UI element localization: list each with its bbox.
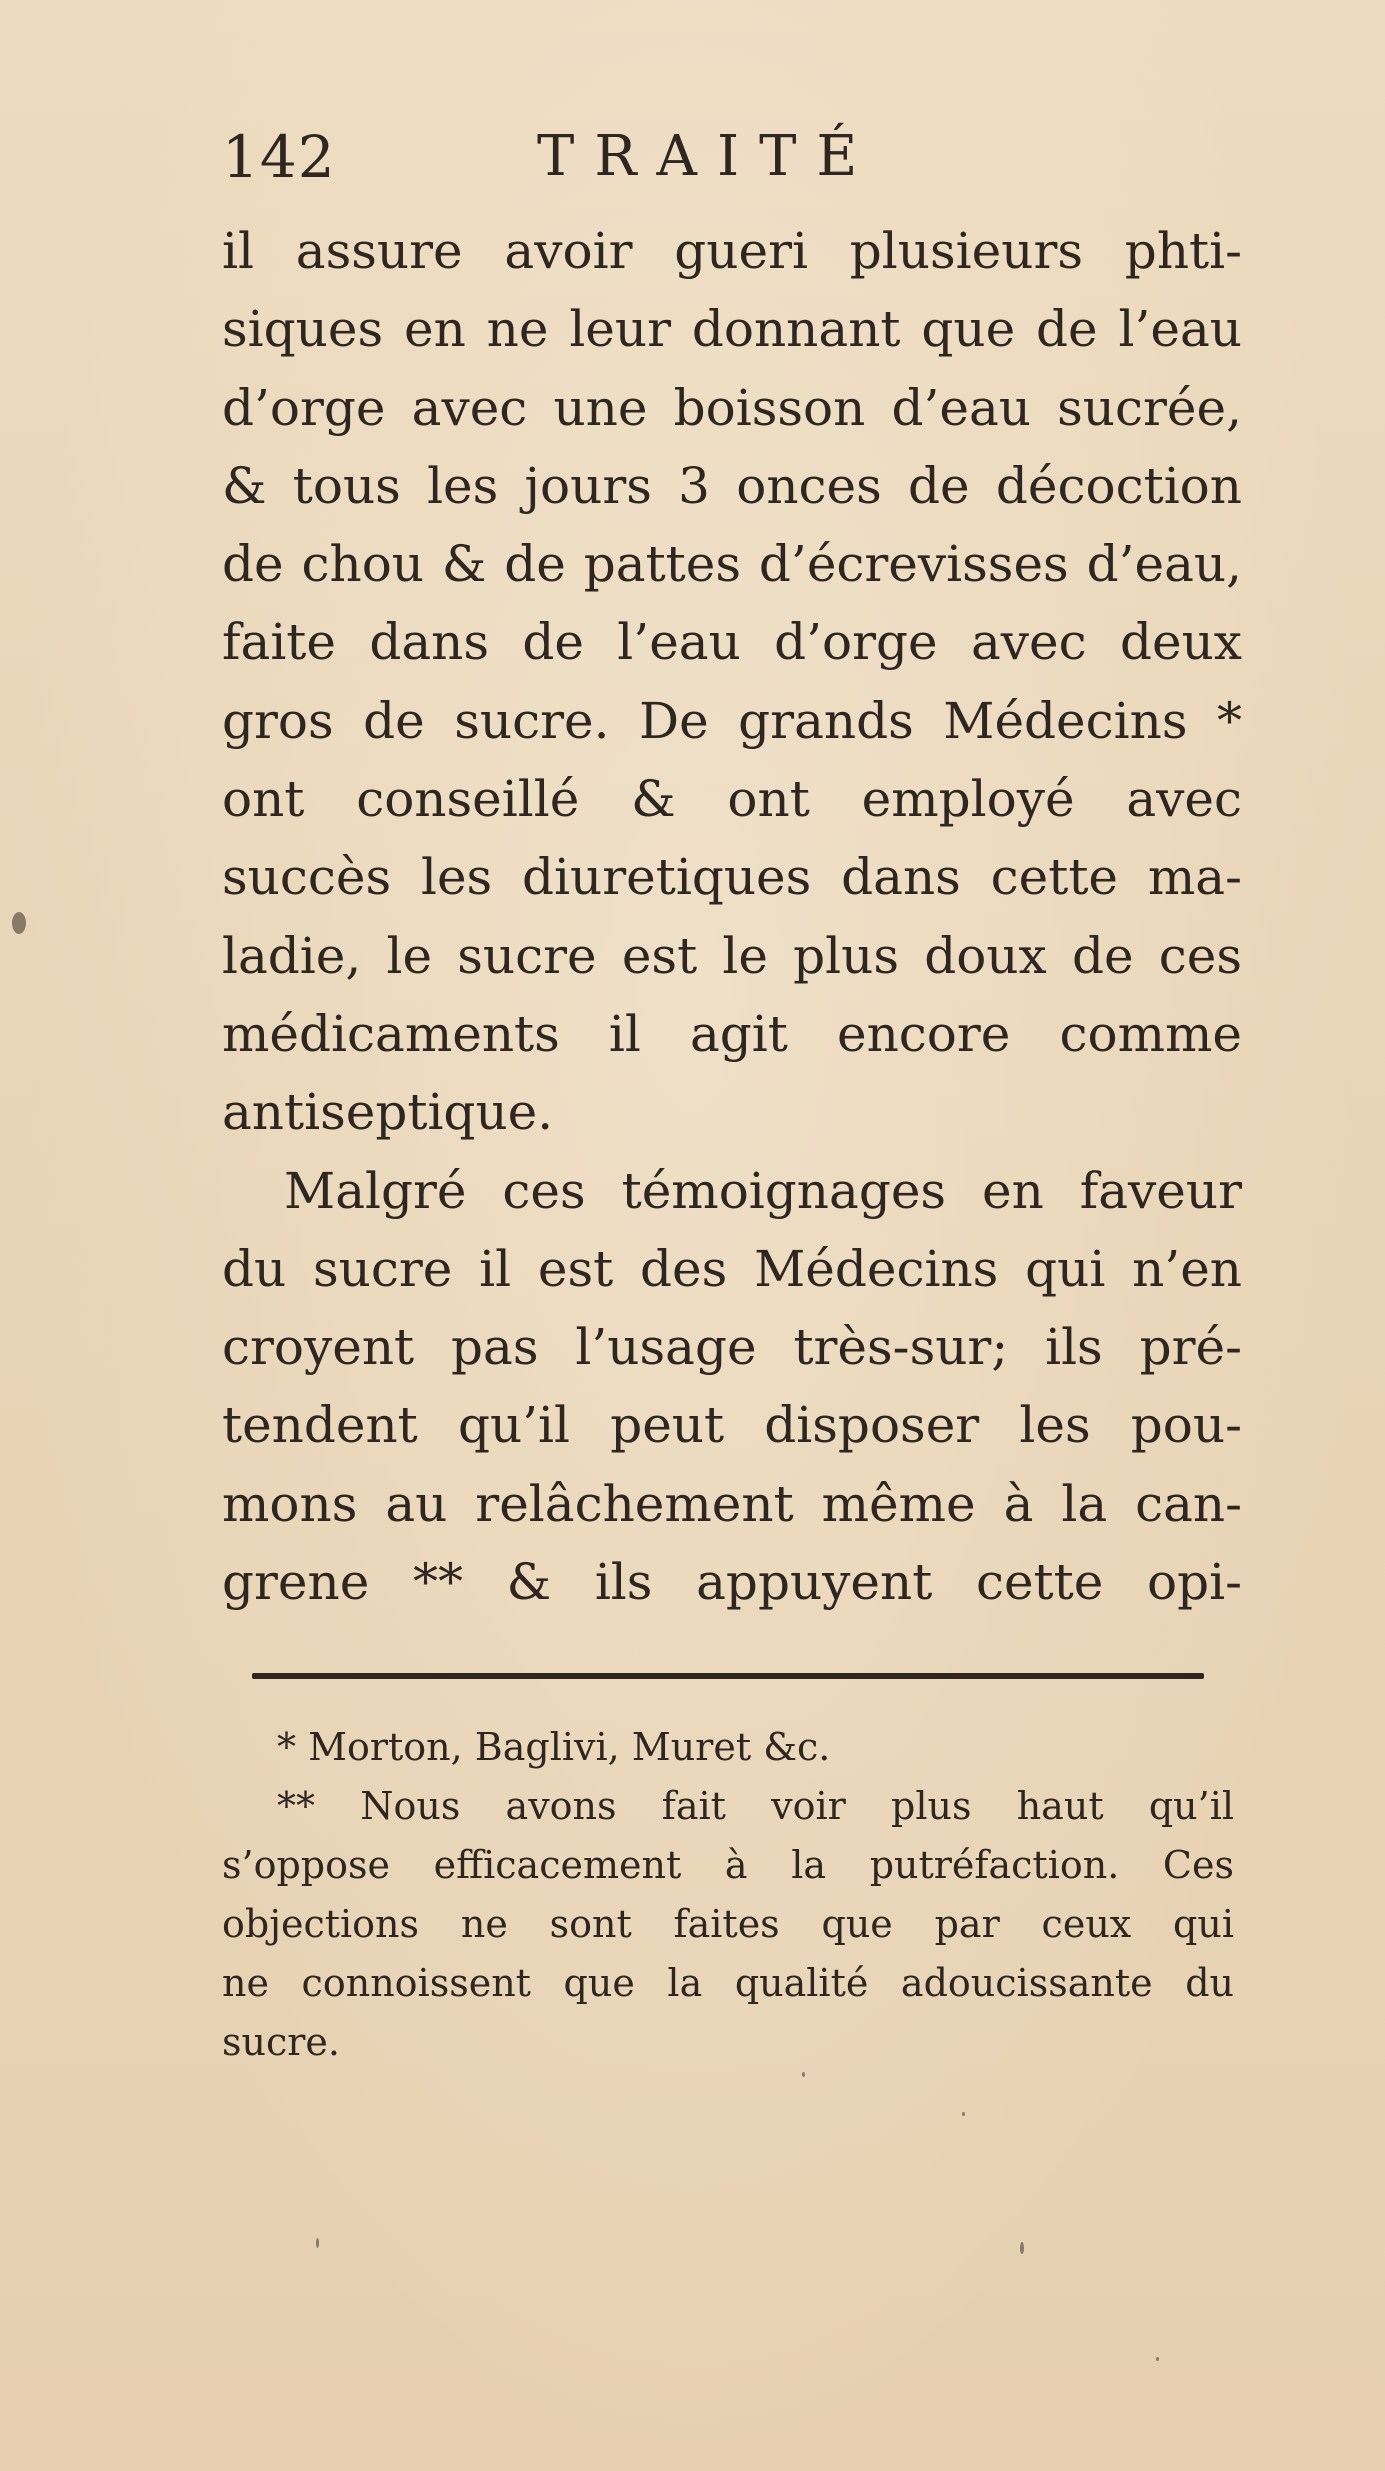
text-line: ont conseillé & ont employé avec [222,770,1242,829]
paper-speck [1020,2242,1024,2254]
text-line: croyent pas l’usage très-sur; ils pré- [222,1318,1242,1377]
text-line: du sucre il est des Médecins qui n’en [222,1239,1242,1298]
text-line: tendent qu’il peut disposer les pou- [222,1396,1242,1455]
paper-speck [12,912,26,934]
footnote-rule [252,1673,1204,1679]
text-line: siques en ne leur donnant que de l’eau [222,300,1242,359]
paper-speck [316,2238,319,2248]
page-number: 142 [222,123,336,191]
text-line: & tous les jours 3 onces de décoction [222,456,1242,515]
paper-speck [962,2112,965,2116]
page-header [222,112,1222,202]
text-line: de chou & de pattes d’écrevisses d’eau, [222,535,1242,594]
footnote-line: * Morton, Baglivi, Muret &c. [277,1725,831,1769]
main-text [222,212,1242,1621]
footnote-line: sucre. [222,2020,340,2064]
footnotes [222,1718,1234,2072]
text-line: faite dans de l’eau d’orge avec deux [222,613,1242,672]
text-line: d’orge avec une boisson d’eau sucrée, [222,378,1242,437]
paper-speck [802,2072,805,2077]
paper-speck [1156,2357,1159,2361]
text-line: antiseptique. [222,1083,554,1142]
footnote-line: s’oppose efficacement à la putréfaction. Ces [222,1843,1234,1887]
text-line: grene ** & ils appuyent cette opi- [222,1553,1242,1612]
text-line: succès les diuretiques dans cette ma- [222,848,1242,907]
text-line: il assure avoir gueri plusieurs phti- [222,222,1242,280]
footnote-line: ** Nous avons fait voir plus haut qu’il [277,1784,1234,1828]
running-title: TRAITÉ [537,124,878,189]
footnote-line: objections ne sont faites que par ceux qui [222,1902,1234,1946]
text-line: médicaments il agit encore comme [222,1004,1242,1063]
footnote-line: ne connoissent que la qualité adoucissante du [222,1961,1234,2005]
text-line: Malgré ces témoignages en faveur [284,1161,1242,1220]
text-line: mons au relâchement même à la can- [222,1474,1242,1533]
text-line: ladie, le sucre est le plus doux de ces [222,926,1242,985]
text-line: gros de sucre. De grands Médecins * [222,691,1242,750]
